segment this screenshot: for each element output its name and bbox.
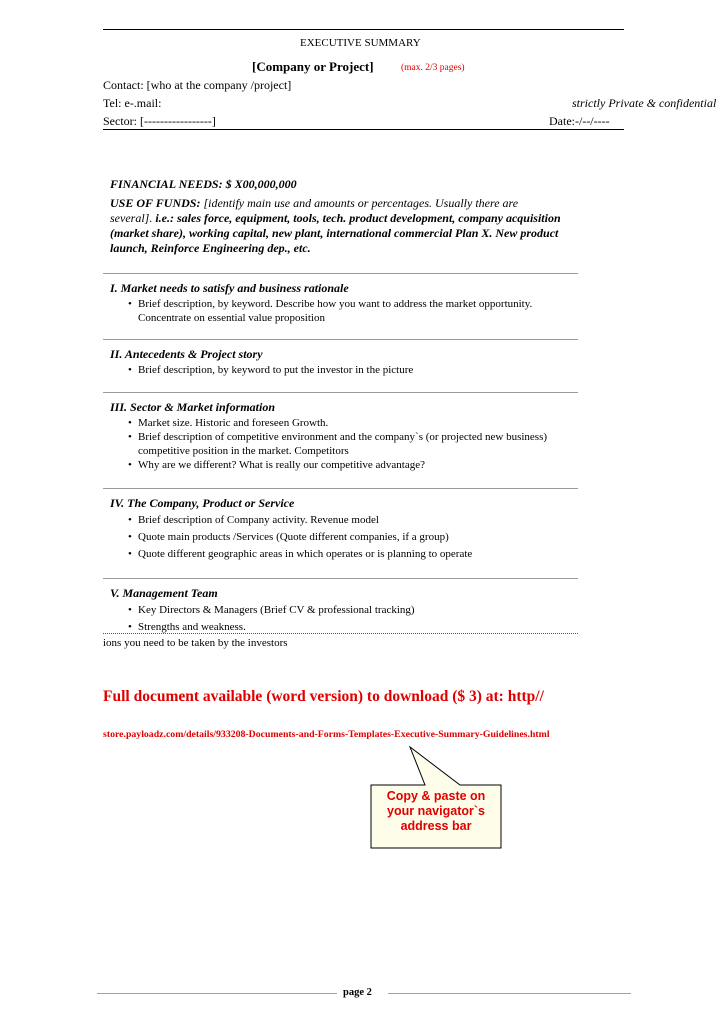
list-item: • Brief description, by keyword. Describe how you want to address the market opportunity. Concentrate on essential value proposition <box>110 297 580 325</box>
callout-line-1: Copy & paste on <box>386 789 486 803</box>
date-line: Date:-/--/---- <box>549 114 610 128</box>
download-url[interactable]: store.payloadz.com/details/933208-Documents-and-Forms-Templates-Executive-Summary-Guidelines.html <box>103 729 550 740</box>
list-item: • Quote different geographic areas in which operates or is planning to operate <box>110 547 580 561</box>
max-pages-note: (max. 2/3 pages) <box>401 63 465 73</box>
callout-line-3: address bar <box>400 819 472 833</box>
list-item: • Strengths and weakness. <box>110 620 580 634</box>
header-bottom-rule <box>103 129 624 130</box>
financial-needs: FINANCIAL NEEDS: $ X00,000,000 <box>110 177 297 191</box>
list-item: • Quote main products /Services (Quote different companies, if a group) <box>110 530 580 544</box>
footer-rule-left <box>97 993 337 994</box>
section-title-sector-market: III. Sector & Market information <box>110 400 276 414</box>
use-of-funds-block <box>110 196 561 256</box>
contact-line: Contact: [who at the company /project] <box>103 78 292 92</box>
section-title-market-needs: I. Market needs to satisfy and business rationale <box>110 281 349 295</box>
section-bullets-company <box>110 513 580 561</box>
use-of-funds-line4: launch, Reinforce Engineering dep., etc. <box>110 241 311 255</box>
cut-line <box>103 633 578 634</box>
section-title-antecedents: II. Antecedents & Project story <box>110 347 263 361</box>
section-divider <box>103 578 578 579</box>
list-item: • Market size. Historic and foreseen Growth. <box>110 416 580 430</box>
sector-line: Sector: [-----------------] <box>103 114 216 128</box>
cut-off-text: ions you need to be taken by the investors <box>103 637 288 649</box>
section-bullets-management <box>110 603 580 634</box>
use-of-funds-line2a: several]. <box>110 211 153 225</box>
list-item: • Why are we different? What is really our competitive advantage? <box>110 458 580 472</box>
document-title: EXECUTIVE SUMMARY <box>300 37 421 49</box>
list-item: • Brief description of Company activity. Revenue model <box>110 513 580 527</box>
company-placeholder: [Company or Project] <box>252 59 374 74</box>
use-of-funds-line2b: i.e.: sales force, equipment, tools, tech. product development, company acquisition <box>155 211 561 225</box>
section-divider <box>103 273 578 274</box>
callout-line-2: your navigator`s <box>387 804 485 818</box>
use-of-funds-line3: (market share), working capital, new plant, international commercial Plan X. New product <box>110 226 559 240</box>
section-bullets-market-needs <box>110 297 580 325</box>
header-top-rule <box>103 29 624 30</box>
section-divider <box>103 488 578 489</box>
tel-email-line: Tel: e-.mail: <box>103 96 162 110</box>
section-bullets-sector-market <box>110 416 580 472</box>
section-divider <box>103 392 578 393</box>
section-title-management: V. Management Team <box>110 586 218 600</box>
section-bullets-antecedents <box>110 363 580 377</box>
footer-rule-right <box>388 993 631 994</box>
list-item: • Key Directors & Managers (Brief CV & professional tracking) <box>110 603 580 617</box>
list-item: • Brief description of competitive environment and the company`s (or projected new business) competitive position in the market. Competitors <box>110 430 580 458</box>
section-divider <box>103 339 578 340</box>
callout-text <box>372 789 500 834</box>
section-title-company: IV. The Company, Product or Service <box>110 496 295 510</box>
page-number: page 2 <box>343 987 372 998</box>
use-of-funds-line1: [identify main use and amounts or percentages. Usually there are <box>203 196 519 210</box>
privacy-note: strictly Private & confidential <box>572 96 717 110</box>
list-item: • Brief description, by keyword to put the investor in the picture <box>110 363 580 377</box>
download-headline: Full document available (word version) to download ($ 3) at: http// <box>103 688 544 705</box>
use-of-funds-label: USE OF FUNDS: <box>110 196 201 210</box>
